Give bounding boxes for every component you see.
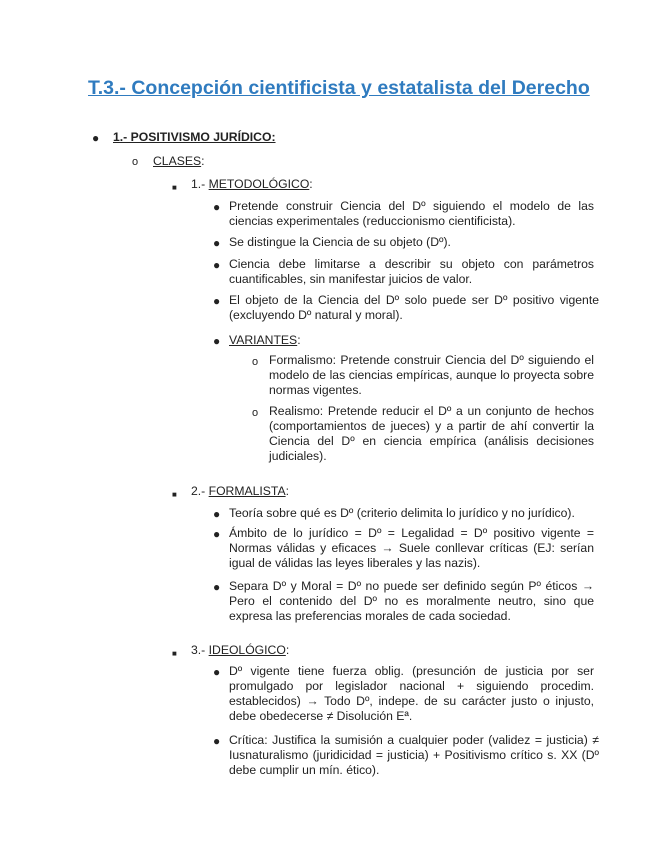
- bullet-icon: ●: [213, 200, 221, 214]
- bullet-icon: ●: [213, 507, 221, 521]
- metodologico-item: Ciencia debe limitarse a describir su objeto con parámetros cuantificables, sin manifestar juicios de valor.: [229, 257, 594, 286]
- variante-item: Formalismo: Pretende construir Ciencia del Dº siguiendo el modelo de las ciencias empíricas, aunque lo proyecta sobre normas vigentes.: [269, 353, 594, 397]
- metodologico-heading: 1.- METODOLÓGICO:: [191, 177, 313, 191]
- formalista-item: Separa Dº y Moral = Dº no puede ser definido según Pº éticos → Pero el contenido del Dº no es moralmente neutro, sino que expresa las preferencias morales de cada sociedad.: [229, 579, 594, 623]
- clases-heading: CLASES:: [153, 154, 205, 168]
- variante-item: Realismo: Pretende reducir el Dº a un conjunto de hechos (comportamientos de jueces) y a partir de ahí convertir la Ciencia del Dº en ciencia empírica (análisis decisiones judiciales).: [269, 404, 594, 463]
- ideologico-item: Dº vigente tiene fuerza oblig. (presunción de justicia por ser promulgado por legislador nacional + siguiendo procedim. establecidos) → Todo Dº, indepe. de su carácter justo o injusto, debe obedecerse ≠ Disolución Eª.: [229, 664, 594, 723]
- bullet-icon: ●: [92, 131, 100, 145]
- bullet-icon: ●: [213, 294, 221, 308]
- bullet-icon: ●: [213, 527, 221, 541]
- formalista-item: Teoría sobre qué es Dº (criterio delimita lo jurídico y no jurídico).: [229, 506, 575, 520]
- document-title: T.3.- Concepción cientificista y estatalista del Derecho: [88, 77, 590, 99]
- bullet-icon: ●: [213, 334, 221, 348]
- square-bullet-icon: ■: [172, 649, 177, 658]
- bullet-icon: ●: [213, 258, 221, 272]
- bullet-icon: ●: [213, 236, 221, 250]
- variantes-heading: VARIANTES:: [229, 333, 301, 347]
- circle-bullet-icon: o: [252, 356, 259, 368]
- metodologico-item: El objeto de la Ciencia del Dº solo puede ser Dº positivo vigente (excluyendo Dº natural y moral).: [229, 293, 599, 322]
- formalista-heading: 2.- FORMALISTA:: [191, 484, 289, 498]
- metodologico-item: Se distingue la Ciencia de su objeto (Dº).: [229, 235, 451, 249]
- circle-bullet-icon: o: [252, 407, 259, 419]
- bullet-icon: ●: [213, 665, 221, 679]
- square-bullet-icon: ■: [172, 183, 177, 192]
- ideologico-heading: 3.- IDEOLÓGICO:: [191, 643, 290, 657]
- bullet-icon: ●: [213, 734, 221, 748]
- ideologico-item: Crítica: Justifica la sumisión a cualquier poder (validez = justicia) ≠ Iusnaturalismo (juridicidad = justicia) + Positivismo crítico s. XX (Dº debe cumplir un mín. ético).: [229, 733, 599, 777]
- section-heading: 1.- POSITIVISMO JURÍDICO:: [113, 130, 276, 144]
- metodologico-item: Pretende construir Ciencia del Dº siguiendo el modelo de las ciencias experimentales (reduccionismo cientificista).: [229, 199, 594, 228]
- formalista-item: Ámbito de lo jurídico = Dº = Legalidad = Dº positivo vigente = Normas válidas y eficaces → Suele conllevar críticas (EJ: serían igual de válidas las leyes liberales y las nazis).: [229, 526, 594, 570]
- square-bullet-icon: ■: [172, 490, 177, 499]
- circle-bullet-icon: o: [132, 156, 139, 168]
- bullet-icon: ●: [213, 580, 221, 594]
